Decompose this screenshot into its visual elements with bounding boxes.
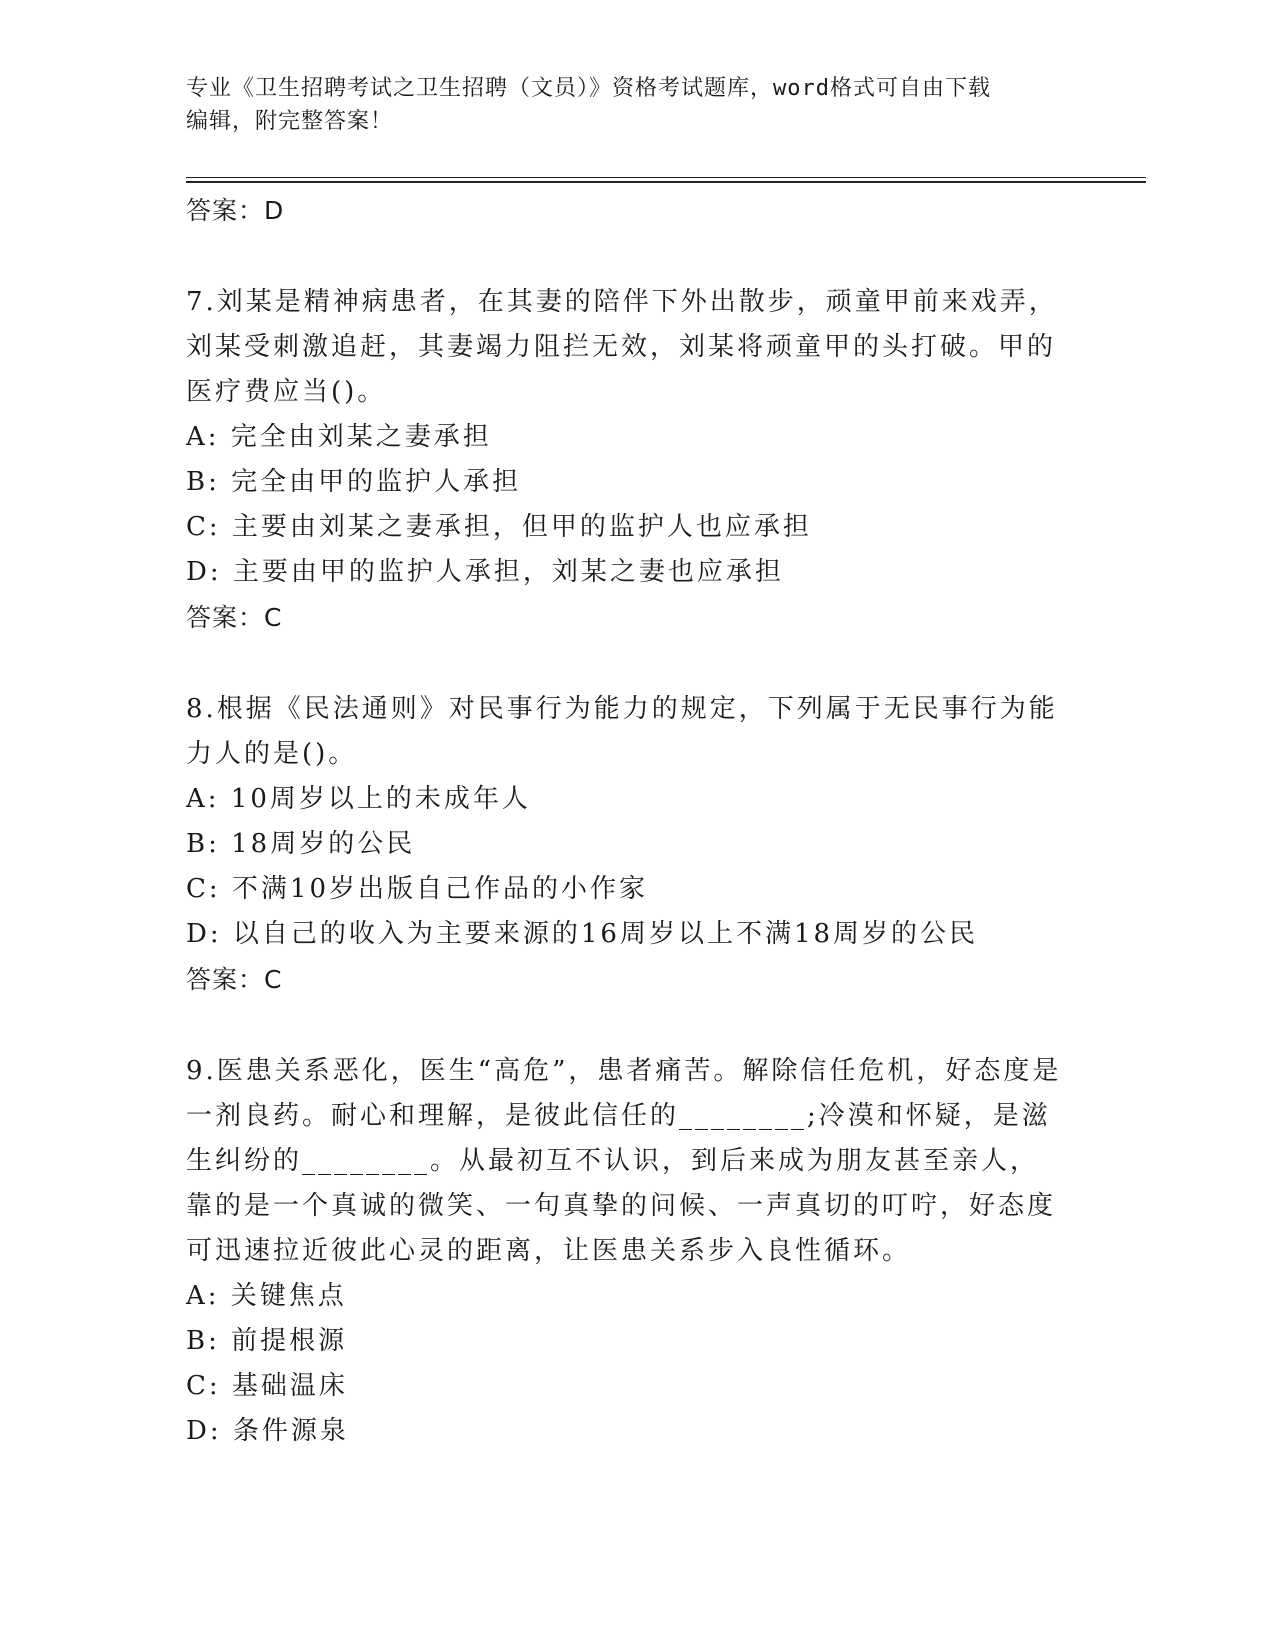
answer: 答案：C bbox=[186, 965, 283, 994]
question-7 bbox=[186, 280, 1066, 640]
option-c: C: 主要由刘某之妻承担，但甲的监护人也应承担 bbox=[186, 512, 812, 542]
question-text: 9.医患关系恶化，医生“高危”，患者痛苦。解除信任危机，好态度是一剂良药。耐心和理解，是彼此信任的________;冷漠和怀疑，是滋生纠纷的________。从最初互不认识，到后来成为朋友甚至亲人，靠的是一个真诚的微笑、一句真挚的问候、一声真切的叮咛，好态度可迅速拉近彼此心灵的距离，让医患关系步入良性循环。 bbox=[186, 1056, 1062, 1266]
header-line-1: 专业《卫生招聘考试之卫生招聘（文员）》资格考试题库，word格式可自由下载 bbox=[186, 76, 991, 101]
option-a: A: 完全由刘某之妻承担 bbox=[186, 422, 492, 452]
header-line-2: 编辑，附完整答案！ bbox=[186, 109, 394, 134]
option-b: B: 完全由甲的监护人承担 bbox=[186, 467, 522, 497]
question-9 bbox=[186, 1049, 1066, 1454]
option-c: C: 基础温床 bbox=[186, 1371, 348, 1401]
question-8 bbox=[186, 687, 1066, 1002]
option-a: A: 关键焦点 bbox=[186, 1281, 347, 1311]
option-d: D: 条件源泉 bbox=[186, 1416, 349, 1446]
document-header bbox=[186, 72, 1086, 138]
option-b: B: 前提根源 bbox=[186, 1326, 348, 1356]
question-text: 7.刘某是精神病患者，在其妻的陪伴下外出散步，顽童甲前来戏弄，刘某受刺激追赶，其妻竭力阻拦无效，刘某将顽童甲的头打破。甲的医疗费应当()。 bbox=[186, 287, 1058, 407]
question-text: 8.根据《民法通则》对民事行为能力的规定，下列属于无民事行为能力人的是()。 bbox=[186, 694, 1058, 769]
option-c: C: 不满10岁出版自己作品的小作家 bbox=[186, 874, 649, 904]
header-divider-thick bbox=[186, 181, 1146, 183]
previous-answer: 答案：D bbox=[186, 196, 285, 225]
option-b: B: 18周岁的公民 bbox=[186, 829, 416, 859]
document-body bbox=[186, 188, 1066, 1454]
option-a: A: 10周岁以上的未成年人 bbox=[186, 784, 531, 814]
option-d: D: 以自己的收入为主要来源的16周岁以上不满18周岁的公民 bbox=[186, 919, 979, 949]
option-d: D: 主要由甲的监护人承担，刘某之妻也应承担 bbox=[186, 557, 784, 587]
header-divider-thin bbox=[186, 177, 1146, 178]
answer: 答案：C bbox=[186, 603, 283, 632]
